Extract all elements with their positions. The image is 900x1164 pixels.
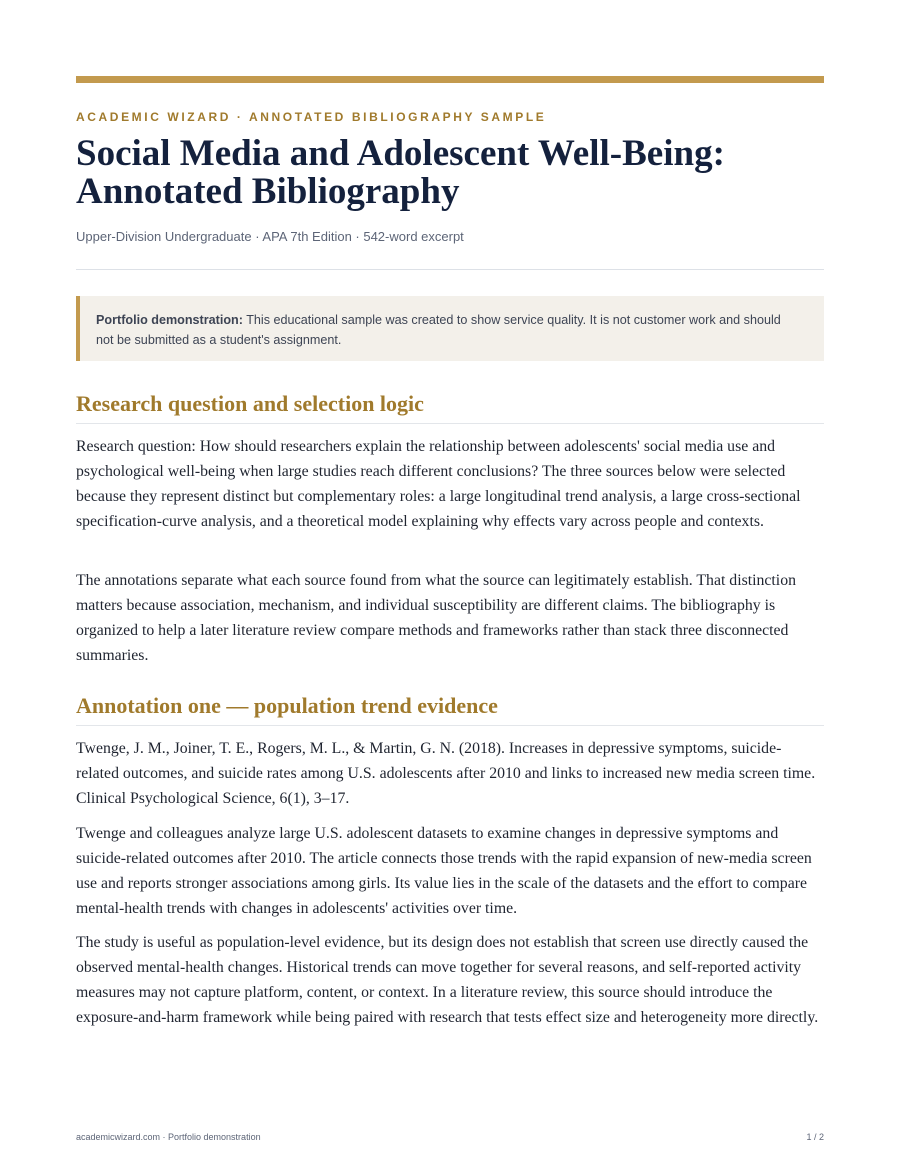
paragraph: Research question: How should researchers explain the relationship between adolescents' social media use and psychological well-being when large studies reach different conclusions? The three sources below were selected because they represent distinct but complementary roles: a large longitudinal trend analysis, a large cross-sectional specification-curve analysis, and a theoretical model explaining why effects vary across people and contexts. xyxy=(76,438,801,530)
paragraph: The study is useful as population-level evidence, but its design does not establish that screen use directly caused the observed mental-health changes. Historical trends can move together for several reasons, and self-reported activity measures may not capture platform, content, or context. In a literature review, this source should introduce the exposure-and-harm framework while being paired with research that tests effect size and heterogeneity more directly. xyxy=(76,934,819,1026)
paragraph: Twenge and colleagues analyze large U.S. adolescent datasets to examine changes in depressive symptoms and suicide-related outcomes after 2010. The article connects those trends with the rapid expansion of new-media screen use and reports stronger associations among girls. Its value lies in the scale of the datasets and the effort to compare mental-health trends with changes in adolescents' activities over time. xyxy=(76,825,812,917)
eyebrow-label: ACADEMIC WIZARD · ANNOTATED BIBLIOGRAPHY SAMPLE xyxy=(76,110,547,124)
header-divider xyxy=(76,269,824,270)
notice-text: This educational sample was created to show service quality. It is not customer work and should not be submitted as a student's assignment. xyxy=(96,313,781,347)
notice-label: Portfolio demonstration: xyxy=(96,313,243,327)
page-title: Social Media and Adolescent Well-Being: Annotated Bibliography xyxy=(76,133,725,212)
document-meta: Upper-Division Undergraduate · APA 7th Edition · 542-word excerpt xyxy=(76,229,464,244)
portfolio-notice xyxy=(76,296,824,361)
page-number: 1 / 2 xyxy=(806,1132,824,1142)
section-heading-research-question: Research question and selection logic xyxy=(76,390,824,424)
section-heading-annotation-one: Annotation one — population trend evidence xyxy=(76,692,824,726)
paragraph: The annotations separate what each source found from what the source can legitimately establish. That distinction matters because association, mechanism, and individual susceptibility are different claims. The bibliography is organized to help a later literature review compare methods and frameworks rather than stack three disconnected summaries. xyxy=(76,572,796,664)
citation-paragraph: Twenge, J. M., Joiner, T. E., Rogers, M. L., & Martin, G. N. (2018). Increases in depressive symptoms, suicide-related outcomes, and suicide rates among U.S. adolescents after 2010 and links to increased new media screen time. Clinical Psychological Science, 6(1), 3–17. xyxy=(76,740,816,807)
footer-site: academicwizard.com · Portfolio demonstration xyxy=(76,1132,261,1142)
top-accent-rule xyxy=(76,76,824,83)
